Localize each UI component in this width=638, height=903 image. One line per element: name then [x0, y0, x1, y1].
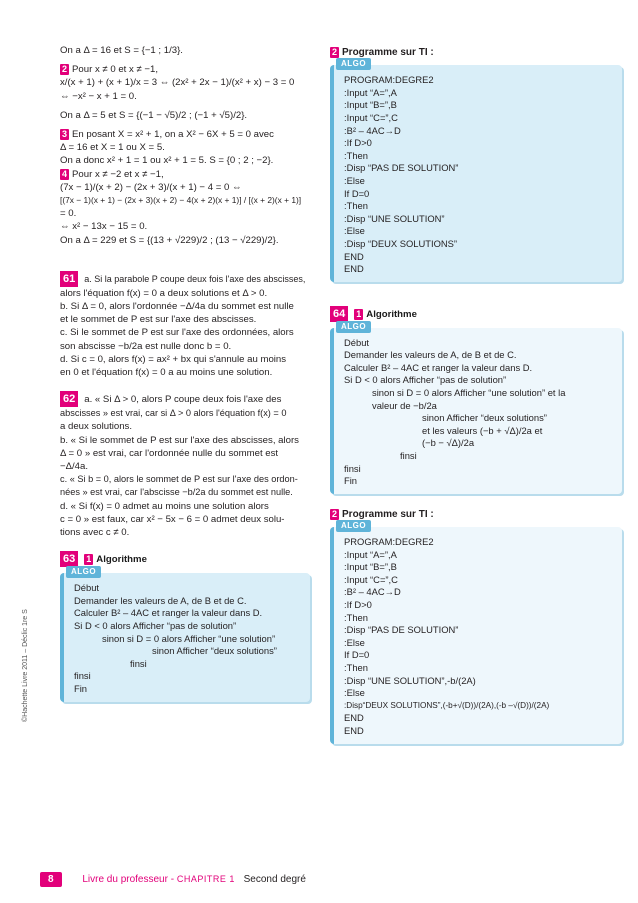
algo-line: sinon Afficher “deux solutions”	[152, 645, 277, 657]
code-line: :If D>0	[344, 599, 372, 610]
code-line: END	[344, 263, 364, 275]
algo-panel	[60, 567, 310, 701]
code-line: :B² – 4AC→D	[344, 124, 401, 136]
code-line: :Disp “UNE SOLUTION”,-b/(2A)	[344, 674, 476, 686]
code-line: :Then	[344, 149, 368, 161]
item-marker: 4	[62, 168, 68, 179]
text-line: a deux solutions.	[60, 421, 132, 433]
text-line: abscisses » est vrai, car si Δ > 0 alors l'équation f(x) = 0	[60, 408, 287, 419]
code-line: :Else	[344, 636, 365, 648]
code-line: :Disp “UNE SOLUTION”	[344, 212, 445, 224]
algo-line: (−b − √Δ)/2a	[422, 437, 475, 449]
algo-tag: ALGO	[336, 321, 371, 333]
algo-panel	[330, 321, 622, 494]
text-line: 3 En posant X = x² + 1, on a X² − 6X + 5 = 0 avec	[62, 129, 274, 141]
exercise-63	[60, 551, 310, 701]
code-line: :Else	[344, 687, 365, 699]
code-line: :Disp“DEUX SOLUTIONS”,(-b+√(D))/(2A),(-b –√(D))/(2A)	[344, 700, 550, 710]
text-line: et le sommet de P est sur l'axe des abscisses.	[60, 314, 257, 326]
algo-line: finsi	[344, 462, 361, 474]
algo-line: Calculer B² – 4AC et ranger la valeur dans D.	[74, 607, 263, 619]
text-line: On a Δ = 229 et S = {(13 + √229)/2 ; (13 − √229)/2}.	[60, 234, 279, 246]
algo-line: sinon si D = 0 alors Afficher “une solution” et la	[372, 387, 566, 399]
algo-panel	[330, 521, 622, 744]
code-line: PROGRAM:DEGRE2	[344, 536, 434, 548]
text-line: On a donc x² + 1 = 1 ou x² + 1 = 5. S = {0 ; 2 ; −2}.	[60, 155, 274, 167]
exercise-64	[330, 306, 622, 494]
text-line: Δ = 0 » est vrai, car l'ordonnée nulle du sommet est	[60, 447, 279, 459]
copyright-note: ©Hachette Livre 2011 – Déclic 1re S	[22, 609, 29, 722]
algo-box	[330, 328, 622, 494]
algo-box	[60, 573, 310, 701]
code-line: END	[344, 724, 364, 736]
text-line: On a Δ = 16 et S = {−1 ; 1/3}.	[60, 45, 183, 56]
code-line: :Disp “PAS DE SOLUTION”	[344, 624, 459, 636]
right-column	[330, 44, 622, 744]
algo-line: sinon si D = 0 alors Afficher “une solution”	[102, 632, 276, 644]
text-line: [(7x − 1)(x + 1) − (2x + 3)(x + 2) − 4(x + 2)(x + 1)] / [(x + 2)(x + 1)]	[60, 195, 302, 206]
exercise-number: 63	[60, 551, 78, 567]
algo-line: Début	[344, 336, 370, 348]
algo-line: et les valeurs (−b + √Δ)/2a et	[422, 424, 543, 436]
algo-line: sinon Afficher “deux solutions”	[422, 412, 547, 424]
exercise-61: 61 a. Si la parabole P coupe deux fois l'axe des abscisses, alors l'équation f(x) = 0 a deux solutions et Δ > 0. b. Si Δ = 0, alors l'ordonnée −Δ/4a du sommet est nulle et le sommet de P est sur l'axe des abscisses. c. Si le sommet de P est sur l'axe des ordonnées, alors son abscisse −b/2a est nulle donc b = 0. d. Si c = 0, alors f(x) = ax² + bx qui s'annule au moins en 0 et l'équation f(x) = 0 a au moins une solution.	[60, 271, 310, 379]
algo-box	[330, 65, 622, 282]
text-line: = 0.	[60, 208, 77, 220]
item-marker: 3	[62, 129, 68, 140]
algo-line: Fin	[344, 475, 358, 487]
algo-line: Si D < 0 alors Afficher “pas de solution”	[74, 620, 237, 632]
code-line: :If D>0	[344, 137, 372, 149]
code-line: If D=0	[344, 187, 370, 199]
text-line: c = 0 » est faux, car x² − 5x − 6 = 0 admet deux solu-	[60, 513, 285, 525]
code-line: END	[344, 250, 364, 262]
left-column	[60, 44, 310, 702]
code-line: :Then	[344, 661, 368, 673]
code-line: :Then	[344, 611, 368, 623]
item-marker: 1	[86, 554, 92, 565]
item-marker: 2	[332, 508, 338, 519]
text-line: son abscisse −b/2a est nulle donc b = 0.	[60, 340, 232, 352]
item-marker: 2	[62, 64, 68, 75]
code-line: :Input “B=”,B	[344, 99, 397, 111]
code-line: :Input “A=”,A	[344, 86, 397, 98]
item-marker: 2	[332, 47, 338, 57]
algo-line: finsi	[74, 670, 91, 682]
program-heading: 2 Programme sur TI :	[332, 47, 434, 58]
text-line: 2 Pour x ≠ 0 et x ≠ −1,	[62, 64, 159, 76]
code-line: PROGRAM:DEGRE2	[344, 74, 434, 86]
text-line: ⇔ x² − 13x − 15 = 0.	[60, 221, 148, 233]
section-title: Algorithme	[366, 308, 417, 320]
footer-subject: Second degré	[243, 874, 306, 885]
exercise-number: 64	[330, 306, 348, 322]
algo-panel	[330, 59, 622, 282]
algo-tag: ALGO	[336, 520, 371, 532]
text-line: (7x − 1)/(x + 2) − (2x + 3)/(x + 1) − 4 = 0 ⇔	[60, 181, 242, 193]
code-line: END	[344, 712, 364, 724]
section-title: Algorithme	[96, 554, 147, 566]
code-line: :Input “C=”,C	[344, 111, 398, 123]
code-line: :Disp “PAS DE SOLUTION”	[344, 162, 459, 174]
text-line: tions avec c ≠ 0.	[60, 527, 130, 539]
code-line: :Then	[344, 200, 368, 212]
text-line: en 0 et l'équation f(x) = 0 a au moins une solution.	[60, 367, 273, 379]
code-line: :Input “A=”,A	[344, 548, 397, 560]
algo-line: finsi	[400, 450, 417, 462]
exercise-number: 61	[60, 271, 78, 287]
text-line: Δ = 16 et X = 1 ou X = 5.	[60, 142, 165, 154]
code-line: :Else	[344, 225, 365, 237]
code-line: :B² – 4AC→D	[344, 586, 401, 598]
text-line: nées » est vrai, car l'abscisse −b/2a du sommet est nulle.	[60, 487, 293, 498]
algo-line: Calculer B² – 4AC et ranger la valeur dans D.	[344, 361, 533, 373]
text-line: b. Si Δ = 0, alors l'ordonnée −Δ/4a du sommet est nulle	[60, 301, 294, 313]
code-line: If D=0	[344, 649, 370, 661]
algo-line: finsi	[130, 657, 147, 669]
text-line: c. « Si b = 0, alors le sommet de P est sur l'axe des ordon-	[60, 474, 298, 485]
text-line: d. Si c = 0, alors f(x) = ax² + bx qui s'annule au moins	[60, 353, 287, 365]
text-line: ⇔ −x² − x + 1 = 0.	[60, 90, 137, 102]
text-line: 4 Pour x ≠ −2 et x ≠ −1,	[62, 168, 164, 180]
text-line: c. Si le sommet de P est sur l'axe des ordonnées, alors	[60, 327, 294, 339]
algo-line: Si D < 0 alors Afficher “pas de solution”	[344, 374, 507, 386]
text-line: x/(x + 1) + (x + 1)/x = 3 ⇔ (2x² + 2x − 1)/(x² + x) − 3 = 0	[60, 77, 295, 89]
text-line: d. « Si f(x) = 0 admet au moins une solution alors	[60, 500, 269, 512]
algo-tag: ALGO	[66, 566, 101, 578]
algo-line: Demander les valeurs de A, de B et de C.	[74, 594, 247, 606]
footer-book: Livre du professeur -	[82, 874, 175, 885]
text-line: −Δ/4a.	[60, 461, 89, 473]
text-line: alors l'équation f(x) = 0 a deux solutions et Δ > 0.	[60, 287, 268, 299]
algo-line: Fin	[74, 683, 88, 695]
algo-box	[330, 527, 622, 744]
algo-line: valeur de −b/2a	[372, 399, 437, 411]
code-line: :Input “C=”,C	[344, 573, 398, 585]
page-footer	[40, 872, 306, 887]
algo-line: Début	[74, 582, 100, 594]
item-marker: 1	[356, 308, 362, 319]
program-heading: 2 Programme sur TI :	[332, 508, 434, 520]
code-line: :Else	[344, 174, 365, 186]
algo-line: Demander les valeurs de A, de B et de C.	[344, 349, 517, 361]
text-line: On a Δ = 5 et S = {(−1 − √5)/2 ; (−1 + √5)/2}.	[60, 109, 248, 121]
exercise-62: 62 a. « Si Δ > 0, alors P coupe deux fois l'axe des abscisses » est vrai, car si Δ > 0 alors l'équation f(x) = 0 a deux solutions. b. « Si le sommet de P est sur l'axe des abscisses, alors Δ = 0 » est vrai, car l'ordonnée nulle du sommet est −Δ/4a. c. « Si b = 0, alors le sommet de P est sur l'axe des ordon- nées » est vrai, car l'abscisse −b/2a du sommet est nulle. d. « Si f(x) = 0 admet au moins une solution alors c = 0 » est faux, car x² − 5x − 6 = 0 admet deux solu- tions avec c ≠ 0.	[60, 391, 310, 539]
code-line: :Input “B=”,B	[344, 561, 397, 573]
algo-tag: ALGO	[336, 58, 371, 70]
footer-chapter: CHAPITRE 1	[176, 874, 235, 884]
exercise-number: 62	[60, 391, 78, 407]
text-line: b. « Si le sommet de P est sur l'axe des abscisses, alors	[60, 434, 299, 446]
code-line: :Disp “DEUX SOLUTIONS”	[344, 237, 458, 249]
page-number: 8	[40, 872, 62, 887]
